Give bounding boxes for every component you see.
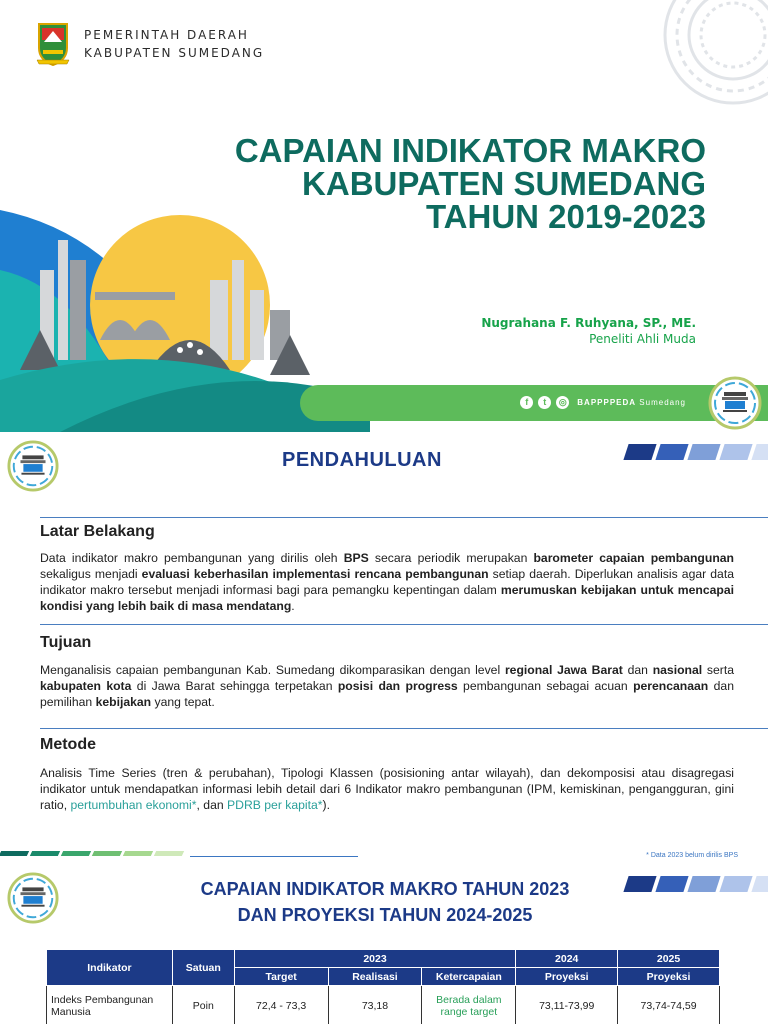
bappppeda-logo-icon: [7, 440, 59, 492]
text-run: dan: [622, 663, 653, 677]
col-proyeksi-2025: Proyeksi: [618, 968, 720, 986]
author-role: Peneliti Ahli Muda: [589, 332, 696, 346]
cell-target: 72,4 - 73,3: [234, 986, 328, 1024]
col-indikator: Indikator: [47, 950, 173, 986]
col-target: Target: [234, 968, 328, 986]
cell-indikator: Indeks Pembangunan Manusia: [47, 986, 173, 1024]
cell-realisasi: 73,18: [328, 986, 422, 1024]
col-proyeksi-2024: Proyeksi: [516, 968, 618, 986]
text-run: Data indikator makro pembangunan yang dirilis oleh: [40, 551, 344, 565]
cover-title-line-1: CAPAIAN INDIKATOR MAKRO: [234, 132, 706, 169]
text-run-bold: posisi dan progress: [337, 679, 458, 693]
text-run: ).: [322, 798, 330, 812]
bappppeda-logo-icon: [7, 872, 59, 924]
cover-title-line-3: TAHUN 2019-2023: [425, 198, 706, 235]
col-realisasi: Realisasi: [328, 968, 422, 986]
footnote: * Data 2023 belum dirilis BPS: [646, 852, 738, 859]
text-run: secara periodik merupakan: [368, 551, 534, 565]
col-ketercapaian: Ketercapaian: [422, 968, 516, 986]
text-run-highlight: pertumbuhan ekonomi*: [70, 798, 197, 812]
text-run-highlight: PDRB per kapita*: [227, 798, 323, 812]
text-run: di Jawa Barat sehingga terpetakan: [131, 679, 338, 693]
col-2024: 2024: [516, 950, 618, 968]
text-run: sekaligus menjadi: [40, 567, 142, 581]
indicator-table: [46, 949, 720, 1024]
instagram-icon[interactable]: ◎: [556, 396, 569, 409]
cell-satuan: Poin: [172, 986, 234, 1024]
sumedang-emblem-icon: [36, 22, 70, 66]
text-run: .: [291, 599, 295, 613]
cell-proyeksi-2025: 73,74-74,59: [618, 986, 720, 1024]
col-2025: 2025: [618, 950, 720, 968]
text-run-bold: nasional: [652, 663, 703, 677]
decorative-dash-bar: [0, 851, 183, 856]
latar-belakang-text: [40, 550, 734, 614]
text-run-bold: BPS: [343, 551, 369, 565]
government-name: [84, 26, 264, 62]
section-divider: [40, 517, 768, 518]
latar-belakang-heading: Latar Belakang: [40, 523, 155, 540]
col-satuan: Satuan: [172, 950, 234, 986]
decorative-bars: [626, 876, 768, 892]
cover-slide: [0, 0, 768, 432]
text-run-bold: evaluasi keberhasilan implementasi rencana pembangunan: [141, 567, 489, 581]
social-media-links: [520, 396, 686, 409]
decorative-circles-icon: [648, 0, 768, 110]
tujuan-heading: Tujuan: [40, 634, 92, 651]
section-divider: [40, 728, 768, 729]
metode-text: [40, 765, 734, 813]
text-run-bold: barometer capaian pembangunan: [533, 551, 734, 565]
introduction-slide: [0, 432, 768, 864]
table-slide-title: [140, 876, 630, 928]
text-run-bold: perencanaan: [633, 679, 709, 693]
text-run: setiap daerah. Diperlukan analisis agar data indikator makro tersebut menjadi informasi bagi para pemangku kepentingan dalam: [40, 567, 734, 597]
section-heading: PENDAHULUAN: [282, 449, 442, 471]
text-run-bold: merumuskan kebijakan untuk mencapai kondisi yang lebih baik di masa mendatang: [40, 583, 734, 613]
section-divider: [40, 624, 768, 625]
social-brand-bold: BAPPPPEDA: [577, 398, 637, 407]
text-run-bold: kabupaten kota: [40, 679, 132, 693]
decorative-bars: [626, 444, 768, 460]
text-run: Analisis Time Series (tren & perubahan), Tipologi Klassen (posisioning antar wilayah), dan dekomposisi atau disagregasi indikator untuk mendapatkan informasi lebih detail dari 6 Indikator makro pembangunan (IPM, kemiskinan, pengangguran, gini ratio,: [40, 766, 734, 812]
social-handle: [577, 398, 686, 407]
social-brand-rest: Sumedang: [636, 398, 686, 407]
text-run-bold: kebijakan: [95, 695, 152, 709]
bappppeda-logo-icon: [708, 376, 762, 430]
author-name: Nugrahana F. Ruhyana, SP., ME.: [481, 316, 696, 330]
table-title-line-2: DAN PROYEKSI TAHUN 2024-2025: [237, 905, 533, 925]
table-row: [47, 986, 720, 1024]
table-title-line-1: CAPAIAN INDIKATOR MAKRO TAHUN 2023: [200, 879, 570, 899]
text-run: Menganalisis capaian pembangunan Kab. Sumedang dikomparasikan dengan level: [40, 663, 505, 677]
cover-title-line-2: KABUPATEN SUMEDANG: [302, 165, 706, 202]
twitter-icon[interactable]: t: [538, 396, 551, 409]
col-2023: 2023: [234, 950, 516, 968]
cell-ketercapaian: Berada dalam range target: [422, 986, 516, 1024]
indicator-table-slide: [0, 864, 768, 1024]
text-run: , dan: [196, 798, 228, 812]
cell-proyeksi-2024: 73,11-73,99: [516, 986, 618, 1024]
text-run-bold: regional Jawa Barat: [504, 663, 623, 677]
decorative-line: [190, 856, 358, 857]
text-run: pembangunan sebagai acuan: [457, 679, 634, 693]
gov-line-1: PEMERINTAH DAERAH: [84, 28, 249, 42]
metode-heading: Metode: [40, 736, 96, 753]
gov-line-2: KABUPATEN SUMEDANG: [84, 46, 265, 60]
text-run: dan pemilihan: [40, 679, 734, 709]
tujuan-text: [40, 662, 734, 710]
text-run: yang tepat.: [151, 695, 215, 709]
facebook-icon[interactable]: f: [520, 396, 533, 409]
text-run: serta: [702, 663, 735, 677]
